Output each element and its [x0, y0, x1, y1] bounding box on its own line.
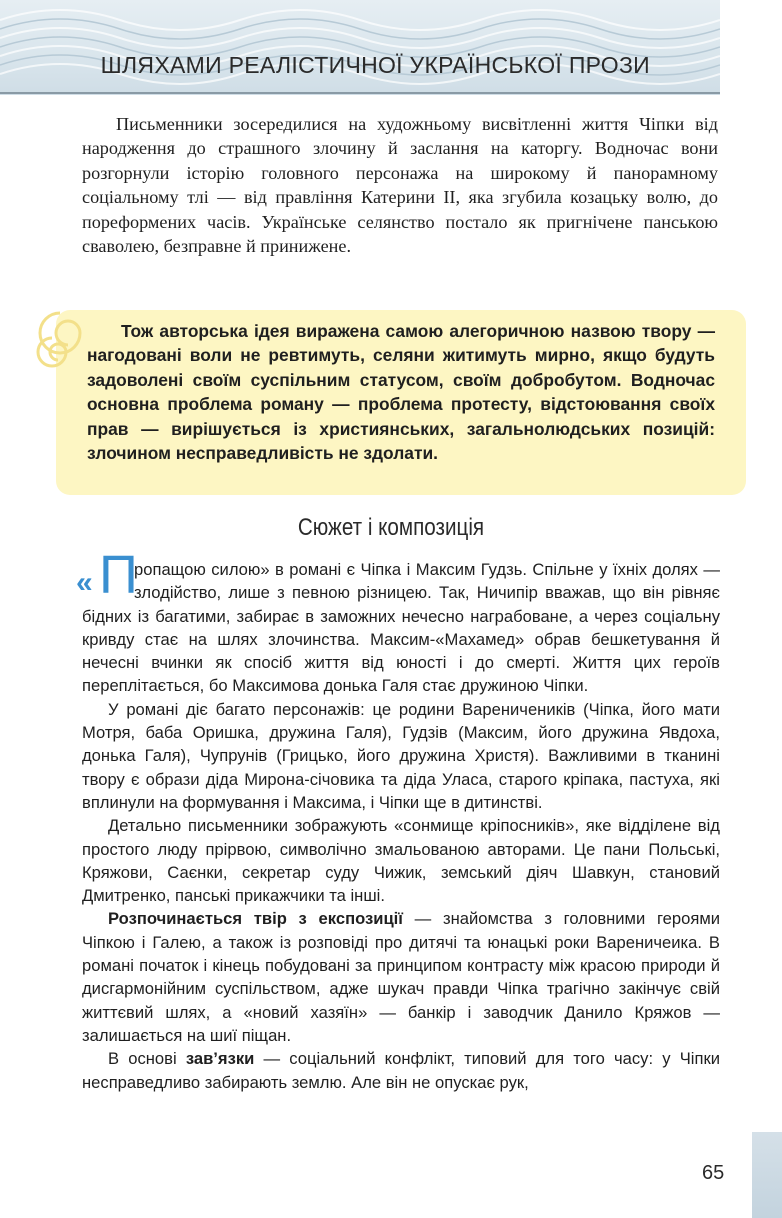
page-number: 65	[702, 1162, 725, 1184]
paragraph-3: Детально письменники зображують «сонмище кріпосників», яке відділене від простого люду прірвою, символічно змальованою авторами. Це пани Польські, Кряжови, Саєнки, секретар суду Чижик, земський діяч Шавкун, становий Дмитренко, панські прикажчики та інші.	[82, 816, 720, 906]
section-title: Сюжет і композиція	[297, 514, 485, 541]
highlight-text: Тож авторська ідея виражена самою алегоричною назвою твору — нагодовані воли не ревтимуть, селяни житимуть мирно, якщо будуть задоволені своїм суспільним статусом, своїм добробутом. Водночас основна проблема роману — проблема протесту, відстоювання своїх прав — вирішується із християнських, загальнолюдських позицій: злочином несправедливість не здолати.	[87, 321, 715, 464]
header-divider	[0, 92, 720, 94]
plot-term: зав’язки	[185, 1049, 255, 1069]
dropcap-letter: П	[99, 545, 138, 605]
paragraph-1: ропащою силою» в романі є Чіпка і Максим Гудзь. Спільне у їхніх долях — злодійство, лише з певною різницею. Так, Ничипір вважав, що він рівняє бідних із багатими, забирає в заможних нечесно награбоване, а через соціальну кривду стає на шлях злочинства. Максим-«Махамед» обрав бешкетування й нечесні вчинки як спосіб життя від юності і до смерті. Життя цих героїв переплітається, бо Максимова донька Галя стає дружиною Чіпки.	[82, 560, 720, 696]
paragraph-4: Розпочинається твір з експозиції — знайомства з головними героями Чіпкою і Галею, а також із розповіді про дитячі та юнацькі роки Вареничеика. В романі початок і кінець побудовані за принципом контрасту між красою природи й дисгармонійним суспільством, адже шукач правди Чіпка трагічно закінчує свій життєвий шлях, а «новий хазяїн» — банкір і заводчик Данило Кряжов — залишається на шиї піщан.	[82, 909, 720, 1045]
running-header-title: ШЛЯХАМИ РЕАЛІСТИЧНОЇ УКРАЇНСЬКОЇ ПРОЗИ	[100, 52, 650, 78]
header-band	[0, 0, 720, 95]
wave-pattern-decoration	[0, 0, 720, 95]
intro-paragraph: Письменники зосередилися на художньому висвітленні життя Чіпки від народження до страшного злочину й заслання на каторгу. Водночас вони розгорнули історію головного персонажа на широкому й панорамному соціальному тлі — від правління Катерини ІІ, яка згубила козацьку волю, до пореформених часів. Українське селянство постало як пригнічене панською сваволею, безправне й принижене.	[82, 114, 718, 257]
body-text	[82, 558, 720, 1094]
exposition-term: Розпочинається твір з експозиції	[108, 909, 403, 929]
quote-mark-icon: «	[76, 566, 93, 599]
corner-decoration	[752, 1132, 782, 1218]
paragraph-5: В основі зав’язки — соціальний конфлікт, типовий для того часу: у Чіпки несправедливо забирають землю. Але він не опускає рук,	[82, 1049, 720, 1092]
paragraph-2: У романі діє багато персонажів: це родини Вареничеників (Чіпка, його мати Мотря, баба Оришка, дружина Галя), Гудзів (Максим, його дружина Явдоха, донька Галя), Чупрунів (Грицько, його дружина Христя). Важливими в тканині твору є образи діда Мирона-січовика та діда Уласа, старого кріпака, пастуха, які вплинули на формування і Максима, і Чіпки ще в дитинстві.	[82, 699, 720, 812]
